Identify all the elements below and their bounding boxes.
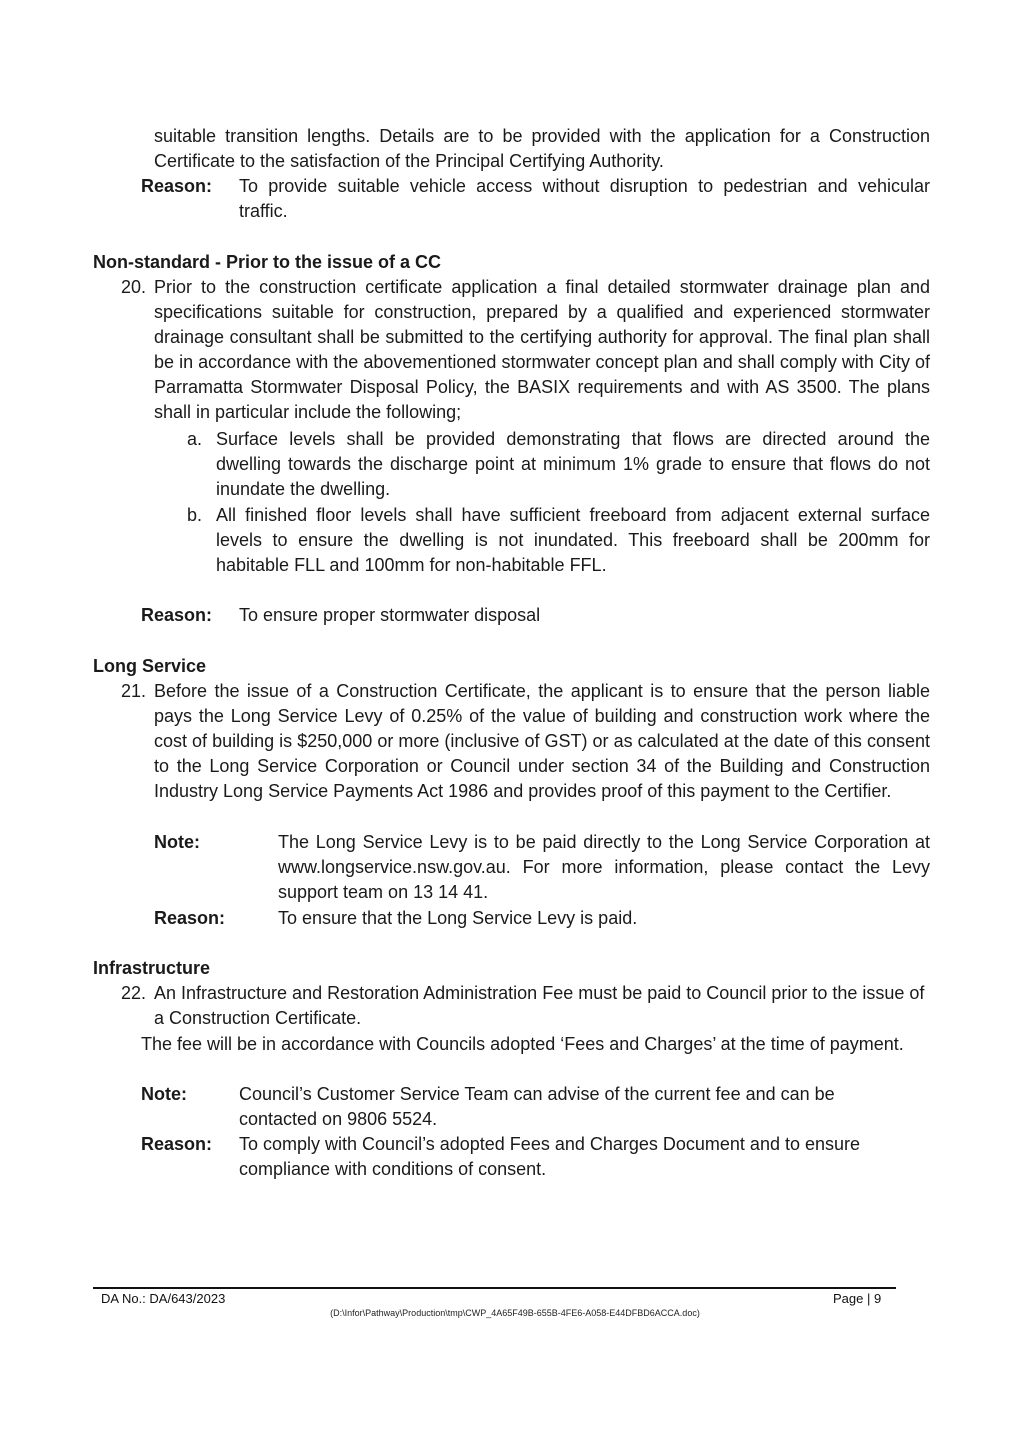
condition-21-reason-label: Reason: <box>154 908 226 928</box>
condition-22-text: An Infrastructure and Restoration Administration Fee must be paid to Council prior to the issue of a Construction Certificate. <box>154 983 925 1028</box>
condition-20-number: 20. <box>121 277 147 297</box>
continuation-paragraph: suitable transition lengths. Details are to be provided with the application for a Construction Certificate to the satisfaction of the Principal Certifying Authority. <box>154 126 930 171</box>
condition-20-item-b-marker: b. <box>187 505 203 525</box>
condition-22-reason-label: Reason: <box>141 1134 213 1154</box>
condition-20-item-b-text: All finished floor levels shall have sufficient freeboard from adjacent external surface levels to ensure the dwelling is not inundated. This freeboard shall be 200mm for habitable FLL and 100mm for non-habitable FFL. <box>216 505 930 575</box>
condition-21-reason-text: To ensure that the Long Service Levy is paid. <box>278 908 638 928</box>
condition-20-reason-label: Reason: <box>141 605 213 625</box>
condition-20-item-a-text: Surface levels shall be provided demonstrating that flows are directed around the dwelling towards the discharge point at minimum 1% grade to ensure that flows do not inundate the dwelling. <box>216 429 930 499</box>
heading-nonstandard: Non-standard - Prior to the issue of a CC <box>93 252 442 272</box>
condition-21-note-label: Note: <box>154 832 200 852</box>
condition-22-number: 22. <box>121 983 147 1003</box>
footer-page-number: Page | 9 <box>833 1291 882 1306</box>
condition-21-text: Before the issue of a Construction Certificate, the applicant is to ensure that the person liable pays the Long Service Levy of 0.25% of the value of building and construction work where the cost of building is $250,000 or more (inclusive of GST) or as calculated at the date of this consent to the Long Service Corporation or Council under section 34 of the Building and Construction Industry Long Service Payments Act 1986 and provides proof of this payment to the Certifier. <box>154 681 930 801</box>
heading-long-service: Long Service <box>93 656 207 676</box>
heading-infrastructure: Infrastructure <box>93 958 211 978</box>
footer-file-path: (D:\Infor\Pathway\Production\tmp\CWP_4A65F49B-655B-4FE6-A058-E44DFBD6ACCA.doc) <box>330 1308 700 1318</box>
condition-22-reason-text: To comply with Council’s adopted Fees and Charges Document and to ensure compliance with conditions of consent. <box>239 1134 861 1179</box>
condition-20-item-a-marker: a. <box>187 429 203 449</box>
condition-22-note-label: Note: <box>141 1084 187 1104</box>
condition-20-text: Prior to the construction certificate application a final detailed stormwater drainage plan and specifications suitable for construction, prepared by a qualified and experienced stormwater drainage consultant shall be submitted to the certifying authority for approval. The final plan shall be in accordance with the abovementioned stormwater concept plan and shall comply with City of Parramatta Stormwater Disposal Policy, the BASIX requirements and with AS 3500. The plans shall in particular include the following; <box>154 277 930 422</box>
condition-21-number: 21. <box>121 681 147 701</box>
condition-22-fee-text: The fee will be in accordance with Councils adopted ‘Fees and Charges’ at the time of payment. <box>141 1034 904 1054</box>
footer-da-number: DA No.: DA/643/2023 <box>101 1291 226 1306</box>
condition-20-reason-text: To ensure proper stormwater disposal <box>239 605 541 625</box>
footer-divider <box>93 1287 896 1289</box>
continuation-reason-label: Reason: <box>141 176 213 196</box>
condition-21-note-text: The Long Service Levy is to be paid directly to the Long Service Corporation at www.longservice.nsw.gov.au. For more information, please contact the Levy support team on 13 14 41. <box>278 832 930 902</box>
continuation-reason-text: To provide suitable vehicle access without disruption to pedestrian and vehicular traffic. <box>239 176 930 221</box>
condition-22-note-text: Council’s Customer Service Team can advise of the current fee and can be contacted on 9806 5524. <box>239 1084 835 1129</box>
